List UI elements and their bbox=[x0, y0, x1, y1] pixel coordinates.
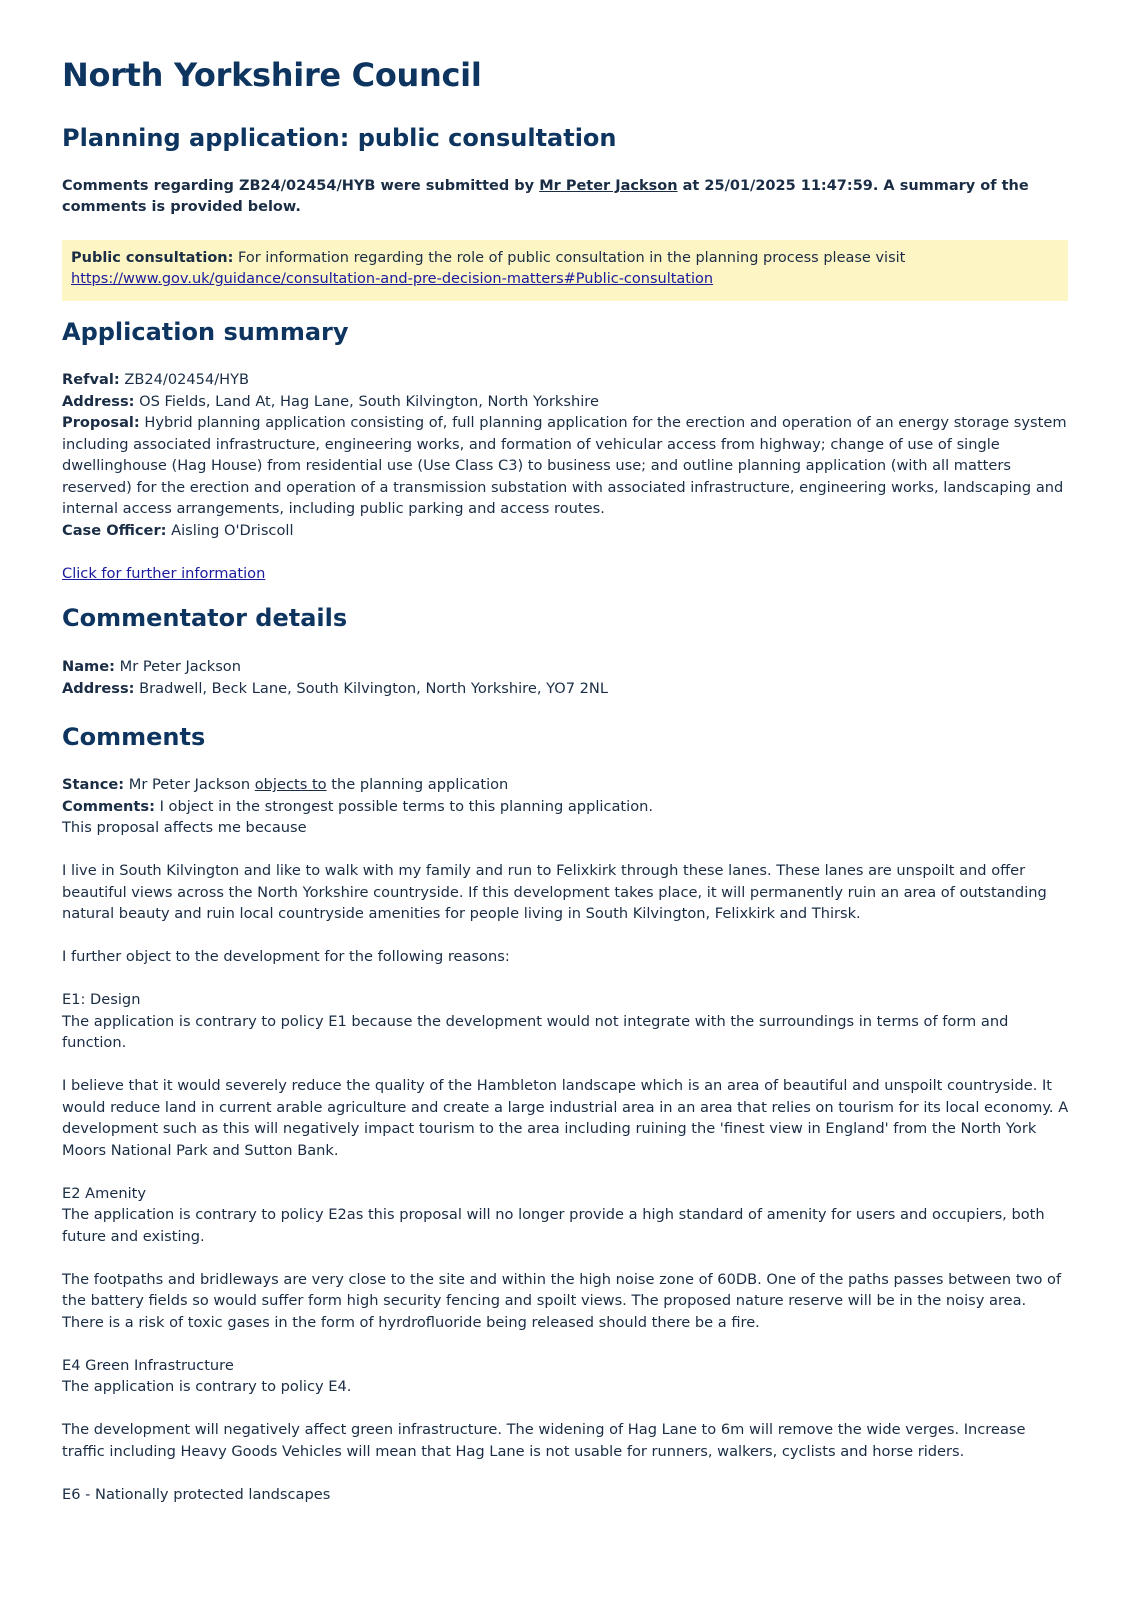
proposal-row: Proposal: Hybrid planning application consisting of, full planning application for the erection and operation of an energy storage system including associated infrastructure, engineering works, and formation of vehicular access from highway; change of use of single dwellinghouse (Hag House) from residential use (Use Class C3) to business use; and outline planning application (with all matters reserved) for the erection and operation of a transmission substation with associated infrastructure, engineering works, landscaping and internal access arrangements, including public parking and access routes. bbox=[62, 414, 1067, 517]
commentator-name-row: Name: Mr Peter Jackson bbox=[62, 658, 241, 675]
policy-text: The application is contrary to policy E1 because the development would not integrate with the surroundings in terms of form and function. bbox=[62, 1012, 1009, 1051]
address-row: Address: OS Fields, Land At, Hag Lane, South Kilvington, North Yorkshire bbox=[62, 392, 599, 410]
intro-text: Comments regarding ZB24/02454/HYB were submitted by Mr Peter Jackson at 25/01/2025 11:47:59. A summary of the comments is provided below. bbox=[62, 178, 1029, 215]
comment-paragraph: I further object to the development for the following reasons: bbox=[62, 948, 510, 965]
comment-paragraph: I live in South Kilvington and like to walk with my family and run to Felixkirk through these lanes. These lanes are unspoilt and offer beautiful views across the North Yorkshire countryside. If this development takes place, it will permanently ruin an area of outstanding natural beauty and ruin local countryside amenities for people living in South Kilvington, Felixkirk and Thirsk. bbox=[62, 862, 1047, 922]
policy-title: E2 Amenity bbox=[62, 1184, 146, 1202]
comment-paragraph: The footpaths and bridleways are very close to the site and within the high noise zone of 60DB. One of the paths passes between two of the battery fields so would suffer form high security fencing and spoilt views. The proposed nature reserve will be in the noisy area. There is a risk of toxic gases in the form of hyrdrofluoride being released should there be a fire. bbox=[62, 1270, 1062, 1331]
commentator-details-heading: Commentator details bbox=[62, 604, 348, 632]
notice-text: For information regarding the role of public consultation in the planning process please visit bbox=[233, 250, 906, 266]
page-title: Planning application: public consultation bbox=[62, 124, 617, 152]
refval-row: Refval: ZB24/02454/HYB bbox=[62, 371, 250, 388]
application-summary-heading: Application summary bbox=[62, 318, 349, 346]
commentator-address-row: Address: Bradwell, Beck Lane, South Kilvington, North Yorkshire, YO7 2NL bbox=[62, 679, 608, 697]
affects-line: This proposal affects me because bbox=[62, 819, 307, 836]
policy-title: E4 Green Infrastructure bbox=[62, 1356, 234, 1374]
policy-title: E6 - Nationally protected landscapes bbox=[62, 1485, 331, 1503]
comment-paragraph: The development will negatively affect green infrastructure. The widening of Hag Lane to 6m will remove the wide verges. Increase traffic including Heavy Goods Vehicles will mean that Hag Lane is not usable for runners, walkers, cyclists and horse riders. bbox=[62, 1421, 1026, 1460]
application-summary bbox=[62, 369, 1072, 584]
notice-label: Public consultation: bbox=[71, 250, 234, 266]
policy-text: The application is contrary to policy E4. bbox=[62, 1378, 352, 1395]
further-information-link[interactable]: Click for further information bbox=[62, 564, 266, 582]
policy-title: E1: Design bbox=[62, 991, 141, 1008]
stance-link[interactable]: objects to bbox=[254, 776, 327, 793]
comments-row: Comments: I object in the strongest possible terms to this planning application. bbox=[62, 797, 654, 815]
council-title: North Yorkshire Council bbox=[62, 56, 482, 94]
consultation-link[interactable]: https://www.gov.uk/guidance/consultation-and-pre-decision-matters#Public-consultation bbox=[71, 271, 714, 287]
policy-text: The application is contrary to policy E2as this proposal will no longer provide a high standard of amenity for users and occupiers, both future and existing. bbox=[62, 1206, 1045, 1245]
consultation-notice bbox=[62, 240, 1068, 301]
case-officer-row: Case Officer: Aisling O'Driscoll bbox=[62, 521, 294, 539]
comments-body bbox=[62, 774, 1072, 1505]
comment-paragraph: I believe that it would severely reduce the quality of the Hambleton landscape which is an area of beautiful and unspoilt countryside. It would reduce land in current arable agriculture and create a large industrial area in an area that relies on tourism for its local economy. A development such as this will negatively impact tourism to the area including ruining the 'finest view in England' from the North York Moors National Park and Sutton Bank. bbox=[62, 1077, 1069, 1159]
commentator-name-link[interactable]: Mr Peter Jackson bbox=[539, 178, 678, 194]
stance-row: Stance: Mr Peter Jackson objects to the planning application bbox=[62, 776, 509, 793]
commentator-details bbox=[62, 656, 1072, 699]
comments-heading: Comments bbox=[62, 723, 206, 751]
